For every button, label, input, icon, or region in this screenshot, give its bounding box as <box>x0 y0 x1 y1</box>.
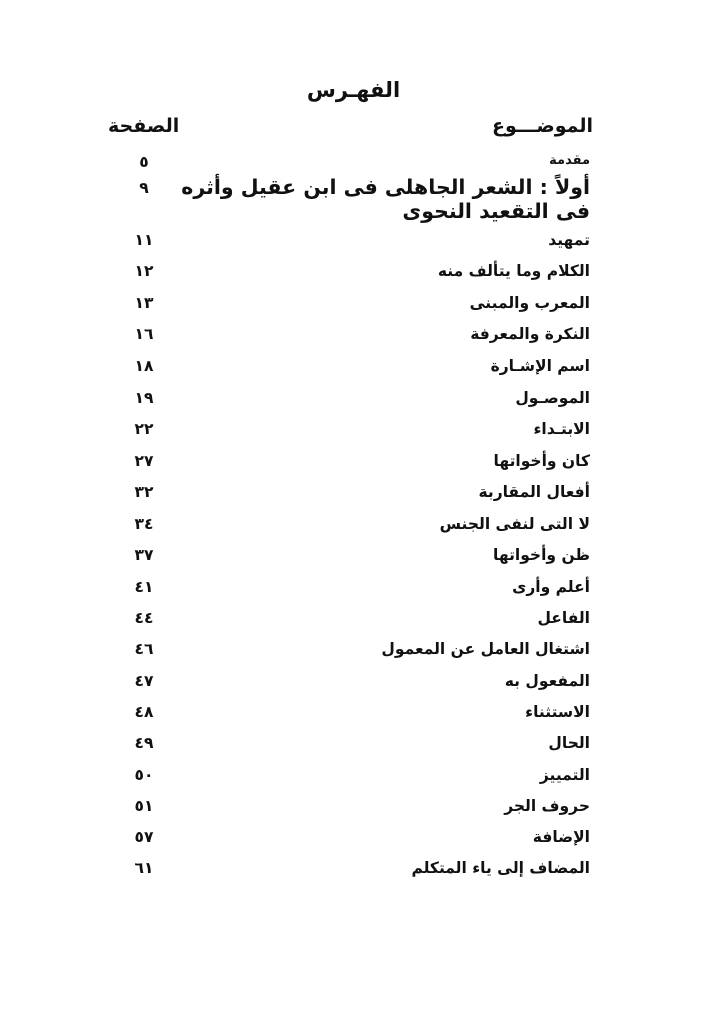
toc-entry-page: ٤١ <box>134 578 154 596</box>
toc-entry <box>0 389 707 419</box>
toc-entry-label: تمهيد <box>548 231 590 249</box>
toc-entry-label: الابتـداء <box>533 420 590 438</box>
page-title: الفهـرس <box>306 78 401 102</box>
toc-entry-page: ٩ <box>139 179 149 197</box>
topic-column-header: الموضـــوع <box>491 115 593 137</box>
toc-entry-page: ٢٢ <box>134 420 154 438</box>
toc-entry <box>0 420 707 450</box>
toc-entry-page: ١٢ <box>134 262 154 280</box>
toc-entry <box>0 325 707 355</box>
toc-entry-label: ظن وأخواتها <box>493 546 590 564</box>
toc-entry <box>0 452 707 482</box>
toc-entry-page: ٤٩ <box>134 734 154 752</box>
toc-entry <box>0 231 707 261</box>
toc-entry-label: كان وأخواتها <box>493 452 590 470</box>
toc-entry <box>0 175 707 229</box>
toc-entry-label: اسم الإشـارة <box>490 357 590 375</box>
toc-entry-label: الإضافة <box>532 828 590 846</box>
toc-entry-page: ٤٤ <box>134 609 154 627</box>
toc-entry-page: ٣٤ <box>134 515 154 533</box>
toc-entry-label: النكرة والمعرفة <box>470 325 590 343</box>
toc-entry-page: ٢٧ <box>134 452 154 470</box>
toc-entry-label: أعلم وأرى <box>512 578 590 596</box>
toc-entry <box>0 640 707 670</box>
toc-entry-label: أفعال المقاربة <box>478 483 590 501</box>
toc-entry <box>0 483 707 513</box>
toc-entry-label: مقدمة <box>549 153 590 168</box>
toc-entry-page: ٦١ <box>134 859 154 877</box>
toc-entry-label: المفعول به <box>504 672 590 690</box>
toc-entry-page: ٥٠ <box>134 766 154 784</box>
toc-entry <box>0 766 707 796</box>
toc-entry-page: ٣٢ <box>134 483 154 501</box>
toc-entry-label: الفاعل <box>537 609 590 627</box>
toc-entry-page: ١٣ <box>134 294 154 312</box>
toc-entry-page: ٥ <box>139 153 149 171</box>
toc-entry <box>0 294 707 324</box>
toc-entry-page: ١١ <box>134 231 154 249</box>
toc-entry-page: ٤٧ <box>134 672 154 690</box>
toc-entry <box>0 609 707 639</box>
page-column-header: الصفحة <box>108 115 180 137</box>
toc-entry-label: المعرب والمبنى <box>469 294 590 312</box>
toc-entry-page: ٤٦ <box>134 640 154 658</box>
toc-entry-page: ٥١ <box>134 797 154 815</box>
toc-entry <box>0 357 707 387</box>
toc-entry <box>0 546 707 576</box>
toc-entry-label: الاستثناء <box>525 703 590 721</box>
toc-entry <box>0 262 707 292</box>
toc-entry-page: ١٩ <box>134 389 154 407</box>
toc-entry-label: حروف الجر <box>504 797 590 815</box>
toc-entry <box>0 859 707 889</box>
toc-entry-label: أولاً : الشعر الجاهلى فى ابن عقيل وأثره فى التقعيد النحوى <box>181 175 590 223</box>
toc-entry-label: الموصـول <box>515 389 590 407</box>
toc-entry <box>0 672 707 702</box>
toc-entry-label: الحال <box>548 734 590 752</box>
toc-entry-page: ٥٧ <box>134 828 154 846</box>
toc-entry-label: التمييز <box>539 766 590 784</box>
toc-entry-label: لا التى لنفى الجنس <box>439 515 590 533</box>
toc-entry <box>0 515 707 545</box>
toc-entry <box>0 734 707 764</box>
toc-entry-page: ١٦ <box>134 325 154 343</box>
toc-entry-page: ١٨ <box>134 357 154 375</box>
toc-entry-label: اشتغال العامل عن المعمول <box>381 640 590 658</box>
toc-entry-label: المضاف إلى ياء المتكلم <box>411 859 590 877</box>
toc-entry-page: ٤٨ <box>134 703 154 721</box>
toc-entry <box>0 578 707 608</box>
toc-entry <box>0 828 707 858</box>
toc-entry-page: ٣٧ <box>134 546 154 564</box>
toc-entry <box>0 703 707 733</box>
toc-entry <box>0 797 707 827</box>
toc-entry-label: الكلام وما يتألف منه <box>437 262 590 280</box>
